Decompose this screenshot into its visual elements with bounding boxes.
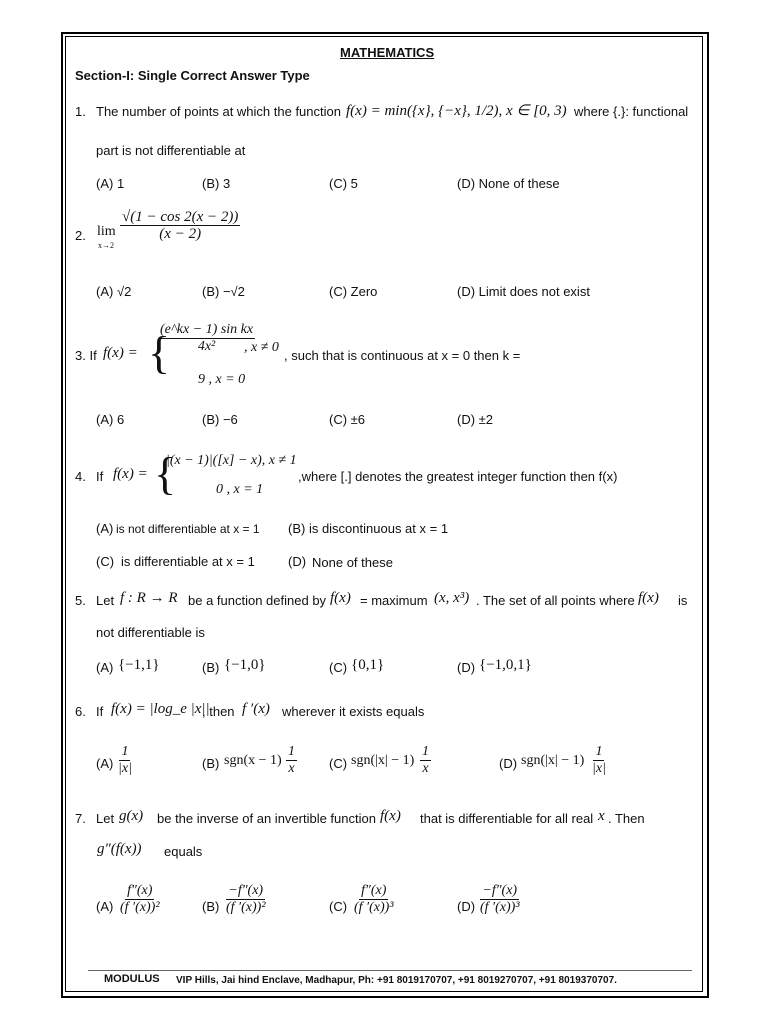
q3-option-c[interactable]: (C) ±6 bbox=[329, 412, 366, 427]
q4-option-d-label[interactable]: (D) bbox=[288, 554, 307, 569]
q4-option-c-text[interactable]: is differentiable at x = 1 bbox=[121, 554, 255, 569]
q3-suffix: , such that is continuous at x = 0 then k = bbox=[284, 348, 521, 363]
q3-case1-cond: , x ≠ 0 bbox=[244, 340, 279, 355]
q5-line2: not differentiable is bbox=[96, 625, 205, 640]
q4-case2: 0 , x = 1 bbox=[216, 482, 264, 497]
q4-option-c-label[interactable]: (C) bbox=[96, 554, 115, 569]
q3-case2: 9 , x = 0 bbox=[198, 372, 246, 387]
q7-m3: x bbox=[598, 808, 605, 824]
q7-option-c-label[interactable]: (C) bbox=[329, 899, 348, 914]
q6-p3: wherever it exists equals bbox=[282, 704, 425, 719]
q6-option-a-label[interactable]: (A) bbox=[96, 756, 114, 771]
q4-option-d-text[interactable]: None of these bbox=[312, 555, 393, 570]
q5-p5: is bbox=[678, 593, 688, 608]
q3-case1-numerator: (e^kx − 1) sin kx bbox=[160, 322, 254, 337]
q6-c-num: 1 bbox=[422, 744, 429, 759]
section-heading: Section-I: Single Correct Answer Type bbox=[75, 68, 310, 83]
q6-d-num: 1 bbox=[595, 744, 603, 759]
q5-p3: = maximum bbox=[360, 593, 428, 608]
q3-brace: { bbox=[148, 327, 171, 378]
q6-c-den: x bbox=[422, 761, 429, 776]
q1-option-c[interactable]: (C) 5 bbox=[329, 176, 358, 191]
q3-number: 3. If bbox=[75, 348, 97, 363]
q5-option-c-label[interactable]: (C) bbox=[329, 660, 348, 675]
q6-option-c-sgn[interactable]: sgn(|x| − 1) bbox=[351, 753, 415, 768]
q4-brace: { bbox=[154, 448, 177, 499]
q3-case1-denominator: 4x² bbox=[197, 339, 216, 354]
q7-m1: g(x) bbox=[119, 808, 144, 824]
footer-address: VIP Hills, Jai hind Enclave, Madhapur, Ph: +91 8019170707, +91 8019270707, +91 8019370707. bbox=[176, 975, 617, 986]
q3-case1 bbox=[158, 322, 255, 355]
q7-p3: that is differentiable for all real bbox=[420, 811, 594, 826]
q2-option-c[interactable]: (C) Zero bbox=[329, 284, 378, 299]
q1-prefix: The number of points at which the function bbox=[96, 104, 341, 119]
q5-p2: be a function defined by bbox=[188, 593, 327, 608]
q2-numerator: √(1 − cos 2(x − 2)) bbox=[122, 209, 239, 225]
q2-fraction bbox=[120, 209, 240, 242]
q7-option-b-label[interactable]: (B) bbox=[202, 899, 220, 914]
q6-b-den: x bbox=[288, 761, 295, 776]
q7-a-num: f″(x) bbox=[127, 883, 153, 898]
q6-d-den: |x| bbox=[592, 761, 606, 776]
q7-p1: Let bbox=[96, 811, 115, 826]
q2-option-d[interactable]: (D) Limit does not exist bbox=[457, 284, 590, 299]
q2-denominator: (x − 2) bbox=[159, 226, 202, 242]
q5-option-d-label[interactable]: (D) bbox=[457, 660, 476, 675]
q5-option-d-value[interactable]: {−1,0,1} bbox=[479, 657, 532, 673]
q5-p1: Let bbox=[96, 593, 115, 608]
q7-p4: . Then bbox=[608, 811, 645, 826]
q7-d-den: (f ′(x))³ bbox=[480, 900, 520, 915]
q7-c-num: f″(x) bbox=[361, 883, 387, 898]
q6-option-b-frac[interactable] bbox=[286, 744, 297, 777]
q4-option-b[interactable]: (B) is discontinuous at x = 1 bbox=[288, 521, 449, 536]
q5-m3: (x, x³) bbox=[434, 590, 470, 606]
q6-option-d-sgn[interactable]: sgn(|x| − 1) bbox=[521, 753, 585, 768]
q7-line2: equals bbox=[164, 844, 203, 859]
q5-option-a-label[interactable]: (A) bbox=[96, 660, 114, 675]
q2-option-a[interactable]: (A) √2 bbox=[96, 284, 132, 299]
q5-option-b-value[interactable]: {−1,0} bbox=[224, 657, 266, 673]
q6-option-d-label[interactable]: (D) bbox=[499, 756, 518, 771]
q6-m1: f(x) = |log_e |x|| bbox=[111, 701, 210, 717]
q7-option-a[interactable] bbox=[118, 883, 162, 916]
q7-option-d-label[interactable]: (D) bbox=[457, 899, 476, 914]
q6-a-num: 1 bbox=[121, 744, 129, 759]
q4-lhs: f(x) = bbox=[113, 466, 148, 482]
q7-line2-math: g″(f(x)) bbox=[97, 841, 142, 857]
q2-number: 2. bbox=[75, 228, 86, 243]
q6-option-c-label[interactable]: (C) bbox=[329, 756, 348, 771]
q7-b-num: −f″(x) bbox=[228, 883, 264, 898]
q5-option-a-value[interactable]: {−1,1} bbox=[118, 657, 160, 673]
q6-number: 6. bbox=[75, 704, 86, 719]
q4-prefix: If bbox=[96, 469, 104, 484]
q5-m2: f(x) bbox=[330, 590, 351, 606]
q6-p2: , then bbox=[202, 704, 235, 719]
q1-line2: part is not differentiable at bbox=[96, 143, 246, 158]
q7-c-den: (f ′(x))³ bbox=[354, 900, 394, 915]
q7-d-num: −f″(x) bbox=[482, 883, 518, 898]
q5-p4: . The set of all points where bbox=[476, 593, 635, 608]
q7-option-c[interactable] bbox=[352, 883, 396, 916]
q4-option-a-label[interactable]: (A) bbox=[96, 521, 114, 536]
q3-lhs: f(x) = bbox=[103, 345, 138, 361]
q3-option-a[interactable]: (A) 6 bbox=[96, 412, 125, 427]
q3-option-b[interactable]: (B) −6 bbox=[202, 412, 238, 427]
q7-option-a-label[interactable]: (A) bbox=[96, 899, 114, 914]
footer-brand: MODULUS bbox=[104, 973, 160, 985]
q2-lim: lim bbox=[97, 224, 116, 239]
page-title: MATHEMATICS bbox=[340, 45, 435, 60]
q6-option-a[interactable] bbox=[116, 744, 134, 777]
q1-option-b[interactable]: (B) 3 bbox=[202, 176, 231, 191]
page-border-inner bbox=[65, 36, 703, 992]
q7-b-den: (f ′(x))² bbox=[226, 900, 266, 915]
q7-p2: be the inverse of an invertible function bbox=[157, 811, 376, 826]
q5-m4: f(x) bbox=[638, 590, 659, 606]
q6-b-num: 1 bbox=[288, 744, 295, 759]
q6-option-b-sgn[interactable]: sgn(x − 1) bbox=[224, 753, 282, 768]
q6-p1: If bbox=[96, 704, 104, 719]
q7-m2: f(x) bbox=[380, 808, 401, 824]
q6-option-b-label[interactable]: (B) bbox=[202, 756, 220, 771]
q7-option-d[interactable] bbox=[478, 883, 522, 916]
q6-option-c-frac[interactable] bbox=[420, 744, 431, 777]
q4-number: 4. bbox=[75, 469, 86, 484]
q3-option-d[interactable]: (D) ±2 bbox=[457, 412, 494, 427]
q2-option-b[interactable]: (B) −√2 bbox=[202, 284, 245, 299]
q1-option-a[interactable]: (A) 1 bbox=[96, 176, 125, 191]
q1-number: 1. bbox=[75, 104, 86, 119]
q4-case1: |(x − 1)|([x] − x), x ≠ 1 bbox=[166, 453, 297, 468]
q1-suffix: where {.}: functional bbox=[574, 104, 689, 119]
q5-option-b-label[interactable]: (B) bbox=[202, 660, 220, 675]
footer-rule bbox=[88, 970, 692, 971]
q7-number: 7. bbox=[75, 811, 86, 826]
q5-number: 5. bbox=[75, 593, 86, 608]
q7-option-b[interactable] bbox=[224, 883, 268, 916]
q6-a-den: |x| bbox=[118, 761, 132, 776]
q6-option-d-frac[interactable] bbox=[590, 744, 608, 777]
q4-option-a-text[interactable]: is not differentiable at x = 1 bbox=[116, 522, 260, 536]
q1-math: f(x) = min({x}, {−x}, 1/2), x ∈ [0, 3) bbox=[346, 103, 567, 119]
q4-suffix: ,where [.] denotes the greatest integer function then f(x) bbox=[298, 469, 618, 484]
q6-m2: f ′(x) bbox=[242, 701, 270, 717]
q7-a-den: (f ′(x))² bbox=[120, 900, 160, 915]
q1-option-d[interactable]: (D) None of these bbox=[457, 176, 560, 191]
q5-m1: f : R → R bbox=[120, 590, 178, 606]
q2-lim-sub: x→2 bbox=[98, 241, 114, 250]
q5-option-c-value[interactable]: {0,1} bbox=[351, 657, 385, 673]
